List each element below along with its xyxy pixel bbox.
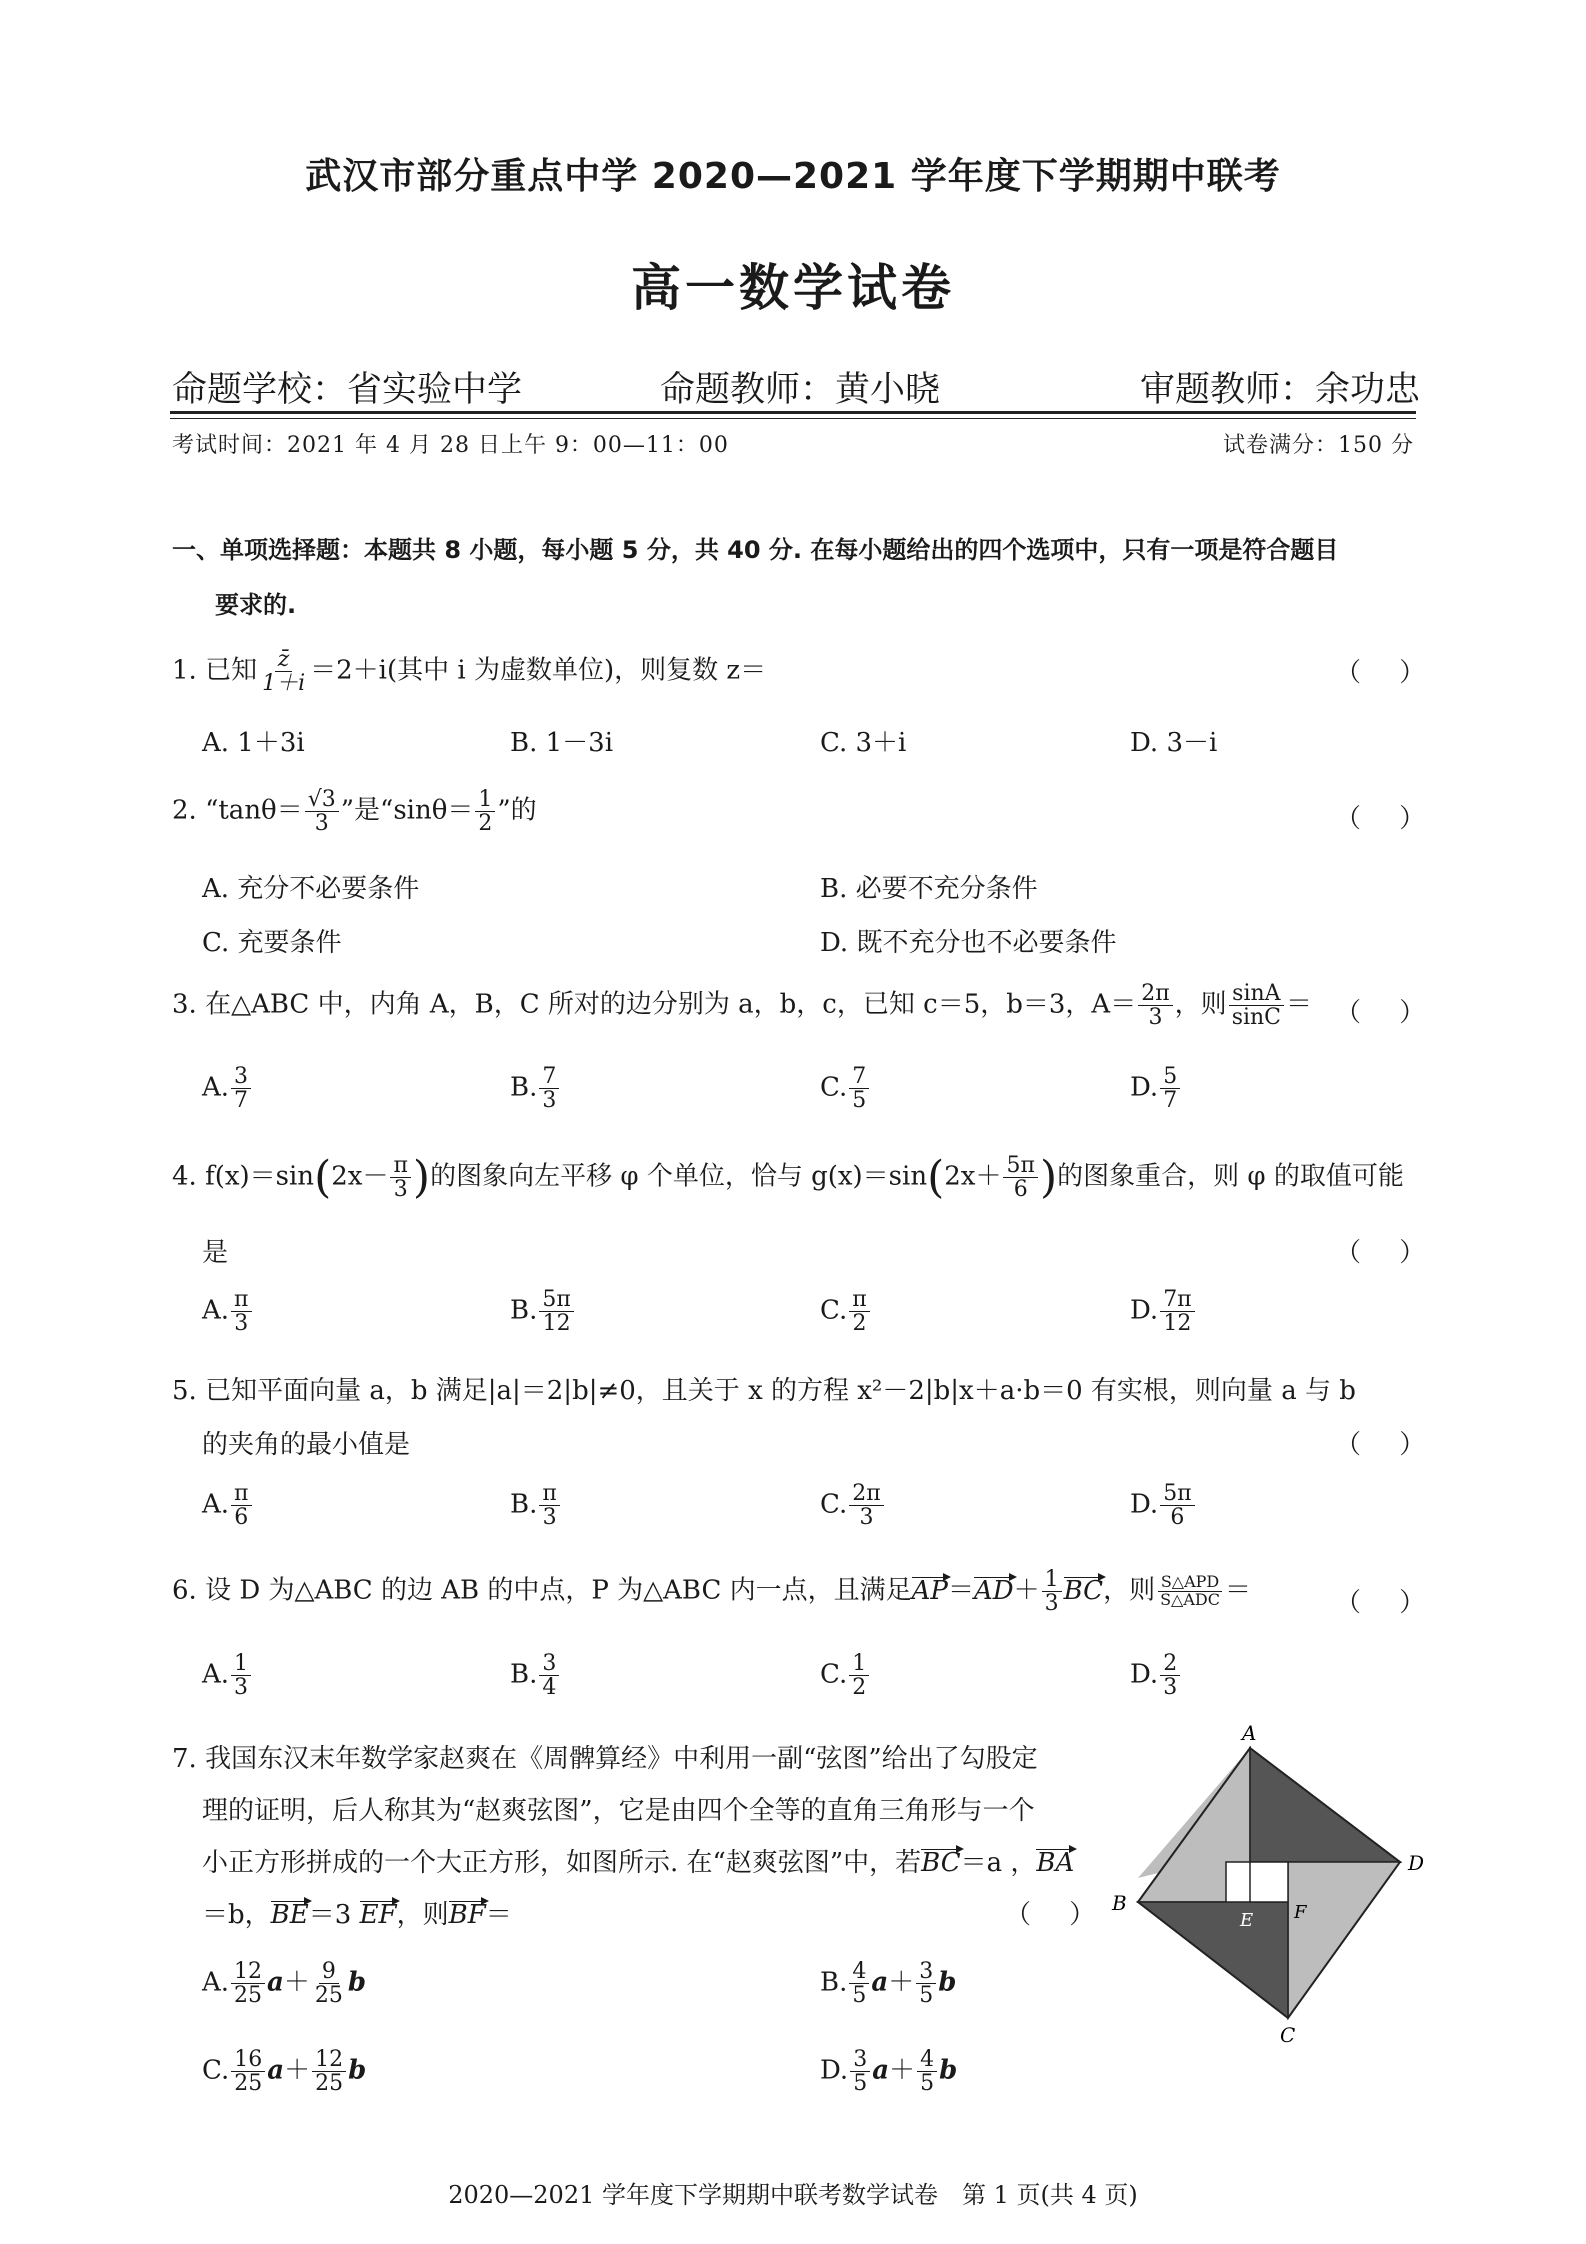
q2-option-b: B. 必要不充分条件 (820, 874, 1038, 904)
question-2: 2. “tanθ＝ $\frac{√3}{3}$ ”是“sinθ＝ $\frac{1}{2}$ ”的 (172, 787, 537, 837)
q1-option-b: B. 1－3i (510, 728, 614, 758)
exam-title: 武汉市部分重点中学 2020—2021 学年度下学期期中联考 (305, 156, 1281, 197)
point-label-e: E (1240, 1910, 1254, 1931)
q5-option-a: A. $\frac{\pi}{6}$ (202, 1482, 254, 1529)
q3-option-c: C. $\frac{7}{5}$ (820, 1065, 871, 1112)
reviewer-teacher: 审题教师：余功忠 (1140, 370, 1421, 410)
q3-option-a: A. $\frac{3}{7}$ (202, 1065, 253, 1112)
q2-option-d: D. 既不充分也不必要条件 (820, 928, 1117, 958)
q6-option-b: B. $\frac{3}{4}$ (510, 1652, 561, 1699)
question-3: 3. 在△ABC 中，内角 A，B，C 所对的边分别为 a，b，c，已知 c＝5，b＝3，A＝ $\frac{2\pi}{3}$ ，则 $\frac{\sin A}{\sin C}$ ＝ (172, 981, 1313, 1031)
question-5: 5. 已知平面向量 a，b 满足|a|＝2|b|≠0，且关于 x 的方程 x²－2|b|x＋a·b＝0 有实根，则向量 a 与 b (172, 1376, 1356, 1406)
q5-option-c: C. $\frac{2\pi}{3}$ (820, 1482, 886, 1529)
q7-option-c: C. $\frac{16}{25}$ a＋ $\frac{12}{25}$ b (202, 2047, 367, 2097)
question-7: 7. 我国东汉末年数学家赵爽在《周髀算经》中利用一副“弦图”给出了勾股定 (172, 1744, 1038, 1774)
page-footer: 2020—2021 学年度下学期期中联考数学试卷 第 1 页(共 4 页) (448, 2181, 1138, 2209)
q5-option-d: D. $\frac{5\pi}{6}$ (1130, 1482, 1197, 1529)
vertex-label-b: B (1112, 1891, 1127, 1915)
answer-bracket-2: （ ） (1335, 804, 1426, 834)
q1-option-d: D. 3－i (1130, 728, 1218, 758)
q7-option-d: D. $\frac{3}{5}$ a＋ $\frac{4}{5}$ b (820, 2047, 958, 2097)
question-4: 4. f(x)＝sin(2x－ $\frac{\pi}{3}$ )的图象向左平移 φ 个单位，恰与 g(x)＝sin(2x＋ $\frac{5\pi}{6}$ )的图象重合，则 φ 的取值可能 (172, 1152, 1404, 1203)
vertex-label-c: C (1280, 2023, 1296, 2047)
q1-option-a: A. 1＋3i (202, 728, 305, 758)
q5-option-b: B. $\frac{\pi}{3}$ (510, 1482, 562, 1529)
q6-option-a: A. $\frac{1}{3}$ (202, 1652, 253, 1699)
answer-bracket-7: （ ） (1005, 1900, 1096, 1930)
header-rule-thin (170, 418, 1416, 419)
q4-option-d: D. $\frac{7\pi}{12}$ (1130, 1288, 1197, 1335)
answer-bracket-6: （ ） (1335, 1588, 1426, 1618)
question-6: 6. 设 D 为△ABC 的边 AB 的中点，P 为△ABC 内一点，且满足AP＝AD＋ $\frac{1}{3}$ BC，则 $\frac{\text{S△APD}}{\text{S△ADC}}$ ＝ (172, 1567, 1251, 1617)
q7-option-b: B. $\frac{4}{5}$ a＋ $\frac{3}{5}$ b (820, 1959, 957, 2009)
exam-time: 考试时间：2021 年 4 月 28 日上午 9：00—11：00 (172, 433, 729, 458)
answer-bracket-1: （ ） (1335, 658, 1426, 688)
setter-teacher: 命题教师：黄小晓 (660, 370, 941, 410)
question-7-line2: 理的证明，后人称其为“赵爽弦图”，它是由四个全等的直角三角形与一个 (202, 1796, 1035, 1826)
q4-option-b: B. $\frac{5\pi}{12}$ (510, 1288, 576, 1335)
question-1: 1. 已知 $\frac{z̄}{1+i}$ ＝2＋i(其中 i 为虚数单位)，则复数 z＝ (172, 647, 767, 697)
q3-option-d: D. $\frac{5}{7}$ (1130, 1065, 1182, 1112)
full-score: 试卷满分：150 分 (1223, 433, 1414, 458)
q6-option-d: D. $\frac{2}{3}$ (1130, 1652, 1182, 1699)
inner-square (1250, 1862, 1288, 1902)
q7-option-a: A. $\frac{12}{25}$ a＋ $\frac{9}{25}$ b (202, 1959, 367, 2009)
question-7-line3: 小正方形拼成的一个大正方形，如图所示. 在“赵爽弦图”中，若BC＝a ，BA (202, 1848, 1075, 1878)
q4-option-a: A. $\frac{\pi}{3}$ (202, 1288, 254, 1335)
question-7-line4: ＝b，BE＝3 EF，则BF＝ (202, 1900, 512, 1930)
question-5-cont: 的夹角的最小值是 (202, 1430, 411, 1460)
vertex-label-a: A (1242, 1721, 1257, 1745)
q2-option-c: C. 充要条件 (202, 928, 342, 958)
paper-title: 高一数学试卷 (631, 259, 955, 317)
header-rule-thick (170, 411, 1416, 414)
answer-bracket-3: （ ） (1335, 998, 1426, 1028)
answer-bracket-5: （ ） (1335, 1430, 1426, 1460)
setter-school: 命题学校：省实验中学 (172, 370, 523, 410)
q3-option-b: B. $\frac{7}{3}$ (510, 1065, 561, 1112)
q6-option-c: C. $\frac{1}{2}$ (820, 1652, 871, 1699)
section-heading-cont: 要求的. (215, 591, 297, 619)
vertex-label-d: D (1408, 1851, 1425, 1875)
zhao-shuang-diagram (1100, 1720, 1440, 2050)
q1-option-c: C. 3＋i (820, 728, 907, 758)
q4-option-c: C. $\frac{\pi}{2}$ (820, 1288, 872, 1335)
q2-option-a: A. 充分不必要条件 (202, 874, 420, 904)
point-label-f: F (1294, 1902, 1307, 1923)
answer-bracket-4: （ ） (1335, 1238, 1426, 1268)
section-heading: 一、单项选择题：本题共 8 小题，每小题 5 分，共 40 分. 在每小题给出的四个选项中，只有一项是符合题目 (172, 536, 1339, 564)
question-4-cont: 是 (202, 1238, 229, 1268)
